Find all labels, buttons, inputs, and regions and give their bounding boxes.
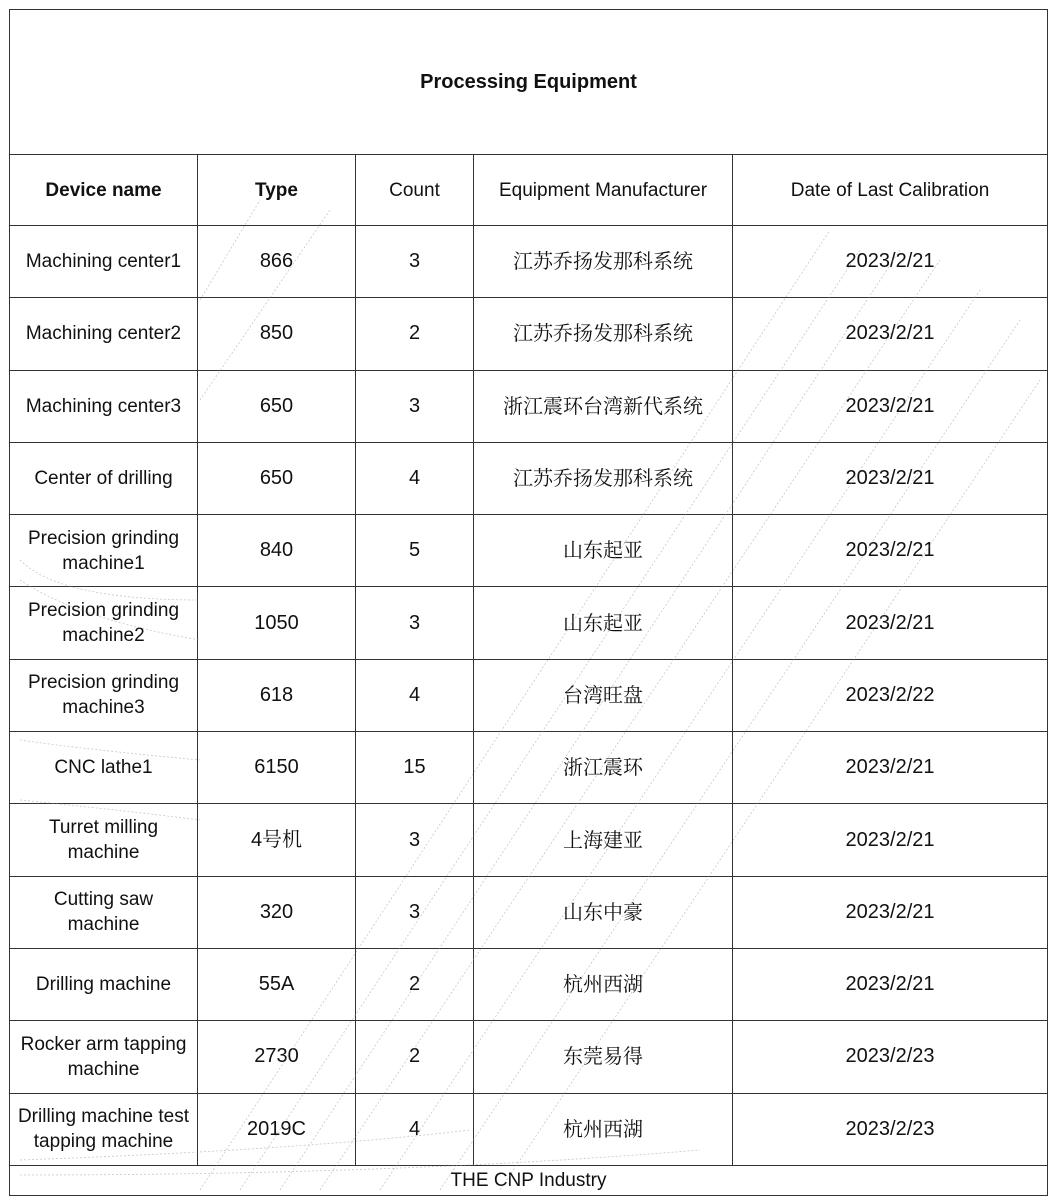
device-name-cell: Machining center1	[10, 226, 198, 298]
equipment-table	[9, 9, 1048, 1196]
count-cell: 5	[356, 515, 474, 587]
type-cell: 840	[198, 515, 356, 587]
manufacturer-cell: 山东中豪	[474, 876, 733, 948]
count-cell: 4	[356, 1093, 474, 1165]
manufacturer-cell: 杭州西湖	[474, 948, 733, 1020]
calibration-date-cell: 2023/2/23	[733, 1021, 1048, 1093]
manufacturer-cell: 江苏乔扬发那科系统	[474, 442, 733, 514]
count-cell: 4	[356, 442, 474, 514]
count-cell: 3	[356, 876, 474, 948]
calibration-date-cell: 2023/2/21	[733, 587, 1048, 659]
calibration-date-cell: 2023/2/21	[733, 732, 1048, 804]
table-row	[10, 732, 1048, 804]
table-row	[10, 298, 1048, 370]
table-title: Processing Equipment	[10, 10, 1048, 155]
header-count: Count	[356, 155, 474, 226]
footer-label: THE CNP Industry	[10, 1165, 1048, 1195]
table-row	[10, 442, 1048, 514]
count-cell: 2	[356, 1021, 474, 1093]
count-cell: 2	[356, 948, 474, 1020]
manufacturer-cell: 上海建亚	[474, 804, 733, 876]
header-manufacturer: Equipment Manufacturer	[474, 155, 733, 226]
calibration-date-cell: 2023/2/23	[733, 1093, 1048, 1165]
device-name-cell: Machining center2	[10, 298, 198, 370]
manufacturer-cell: 台湾旺盘	[474, 659, 733, 731]
table-row	[10, 587, 1048, 659]
calibration-date-cell: 2023/2/22	[733, 659, 1048, 731]
count-cell: 3	[356, 587, 474, 659]
title-row	[10, 10, 1048, 155]
type-cell: 1050	[198, 587, 356, 659]
type-cell: 650	[198, 370, 356, 442]
manufacturer-cell: 东莞易得	[474, 1021, 733, 1093]
type-cell: 4号机	[198, 804, 356, 876]
calibration-date-cell: 2023/2/21	[733, 226, 1048, 298]
type-cell: 2019C	[198, 1093, 356, 1165]
count-cell: 2	[356, 298, 474, 370]
calibration-date-cell: 2023/2/21	[733, 948, 1048, 1020]
device-name-cell: Precision grinding machine2	[10, 587, 198, 659]
count-cell: 15	[356, 732, 474, 804]
device-name-cell: CNC lathe1	[10, 732, 198, 804]
calibration-date-cell: 2023/2/21	[733, 442, 1048, 514]
device-name-cell: Precision grinding machine1	[10, 515, 198, 587]
device-name-cell: Center of drilling	[10, 442, 198, 514]
manufacturer-cell: 浙江震环	[474, 732, 733, 804]
device-name-cell: Precision grinding machine3	[10, 659, 198, 731]
device-name-cell: Turret milling machine	[10, 804, 198, 876]
header-type: Type	[198, 155, 356, 226]
type-cell: 850	[198, 298, 356, 370]
header-row	[10, 155, 1048, 226]
device-name-cell: Cutting saw machine	[10, 876, 198, 948]
table-row	[10, 948, 1048, 1020]
calibration-date-cell: 2023/2/21	[733, 370, 1048, 442]
count-cell: 3	[356, 370, 474, 442]
manufacturer-cell: 浙江震环台湾新代系统	[474, 370, 733, 442]
type-cell: 55A	[198, 948, 356, 1020]
table-row	[10, 226, 1048, 298]
calibration-date-cell: 2023/2/21	[733, 515, 1048, 587]
header-calibration-date: Date of Last Calibration	[733, 155, 1048, 226]
type-cell: 320	[198, 876, 356, 948]
type-cell: 6150	[198, 732, 356, 804]
calibration-date-cell: 2023/2/21	[733, 298, 1048, 370]
type-cell: 866	[198, 226, 356, 298]
type-cell: 618	[198, 659, 356, 731]
device-name-cell: Drilling machine	[10, 948, 198, 1020]
manufacturer-cell: 山东起亚	[474, 587, 733, 659]
type-cell: 2730	[198, 1021, 356, 1093]
table-row	[10, 370, 1048, 442]
device-name-cell: Rocker arm tapping machine	[10, 1021, 198, 1093]
table-row	[10, 876, 1048, 948]
header-device-name: Device name	[10, 155, 198, 226]
manufacturer-cell: 江苏乔扬发那科系统	[474, 226, 733, 298]
device-name-cell: Machining center3	[10, 370, 198, 442]
table-row	[10, 659, 1048, 731]
table-row	[10, 1021, 1048, 1093]
count-cell: 4	[356, 659, 474, 731]
table-row	[10, 804, 1048, 876]
manufacturer-cell: 山东起亚	[474, 515, 733, 587]
manufacturer-cell: 江苏乔扬发那科系统	[474, 298, 733, 370]
device-name-cell: Drilling machine test tapping machine	[10, 1093, 198, 1165]
manufacturer-cell: 杭州西湖	[474, 1093, 733, 1165]
calibration-date-cell: 2023/2/21	[733, 876, 1048, 948]
count-cell: 3	[356, 226, 474, 298]
count-cell: 3	[356, 804, 474, 876]
type-cell: 650	[198, 442, 356, 514]
calibration-date-cell: 2023/2/21	[733, 804, 1048, 876]
equipment-sheet	[9, 9, 1047, 1191]
table-body	[10, 226, 1048, 1166]
table-row	[10, 1093, 1048, 1165]
table-row	[10, 515, 1048, 587]
footer-row	[10, 1165, 1048, 1195]
